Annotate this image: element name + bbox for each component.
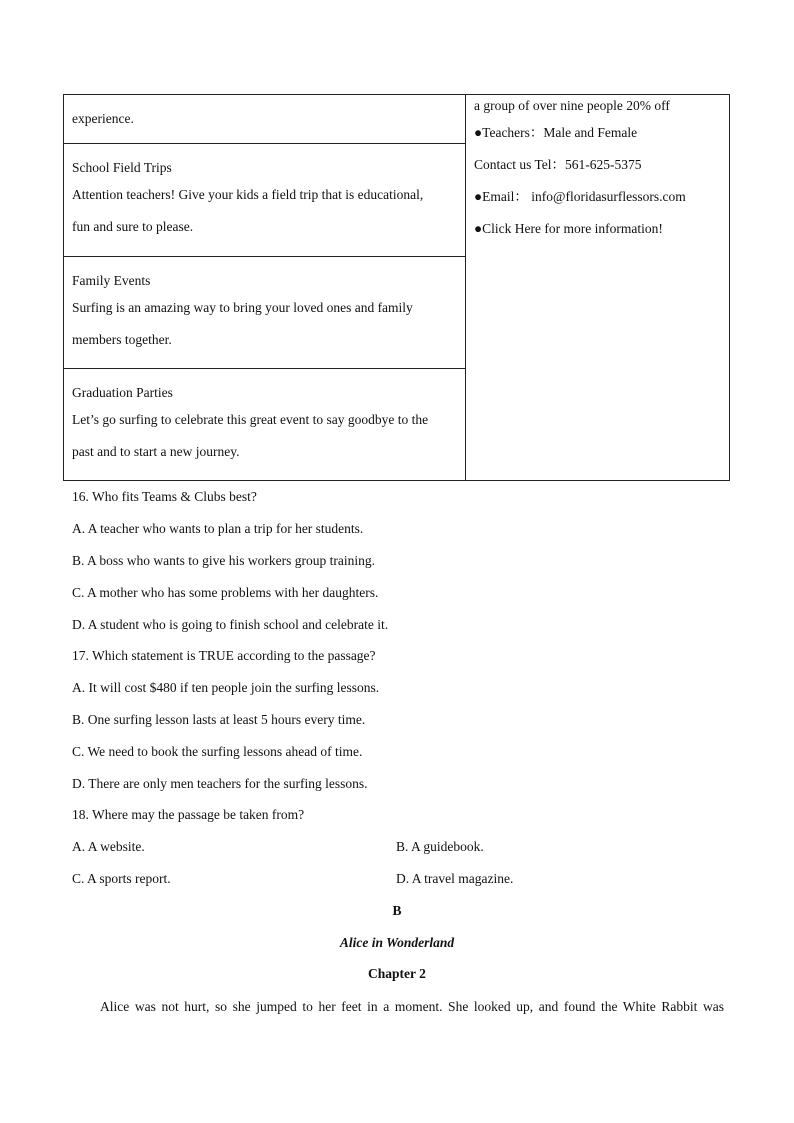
contact-info-cell: [466, 95, 730, 481]
section-letter: B: [392, 903, 402, 918]
contact-phone: Contact us Tel：561-625-5375: [474, 157, 642, 172]
chapter-heading: Chapter 2: [368, 966, 426, 981]
cell-heading: Graduation Parties: [72, 385, 173, 400]
cell-heading: School Field Trips: [72, 160, 172, 175]
table-cell-graduation-parties: Graduation Parties Let’s go surfing to celebrate this great event to say goodbye to the past and to start a new journey.: [64, 369, 466, 481]
question-17-option-b: B. One surfing lesson lasts at least 5 hours every time.: [72, 712, 366, 727]
question-17-stem: 17. Which statement is TRUE according to the passage?: [72, 648, 376, 663]
question-16-option-a: A. A teacher who wants to plan a trip for her students.: [72, 521, 364, 536]
question-16-option-d: D. A student who is going to finish school and celebrate it.: [72, 617, 389, 632]
table-cell-school-field-trips: School Field Trips Attention teachers! Give your kids a field trip that is educational, fun and sure to please.: [64, 144, 466, 257]
question-17-option-c: C. We need to book the surfing lessons ahead of time.: [72, 744, 363, 759]
question-16-stem: 16. Who fits Teams & Clubs best?: [72, 489, 257, 504]
question-16-option-c: C. A mother who has some problems with her daughters.: [72, 585, 379, 600]
contact-email: ●Email： info@floridasurflessors.com: [474, 189, 686, 204]
table-cell-experience: experience.: [64, 95, 466, 144]
question-18-stem: 18. Where may the passage be taken from?: [72, 807, 305, 822]
surf-info-table: [63, 94, 730, 481]
story-paragraph: Alice was not hurt, so she jumped to her feet in a moment. She looked up, and found the White Rabbit was: [100, 999, 724, 1014]
question-16-option-b: B. A boss who wants to give his workers group training.: [72, 553, 375, 568]
more-info-link[interactable]: ●Click Here for more information!: [474, 221, 663, 236]
question-18-option-d: D. A travel magazine.: [396, 871, 514, 886]
question-17-option-a: A. It will cost $480 if ten people join the surfing lessons.: [72, 680, 380, 695]
table-cell-family-events: Family Events Surfing is an amazing way to bring your loved ones and family members together.: [64, 257, 466, 369]
question-17-option-d: D. There are only men teachers for the surfing lessons.: [72, 776, 368, 791]
cell-heading: Family Events: [72, 273, 151, 288]
question-18-option-a: A. A website.: [72, 839, 145, 854]
question-18-option-c: C. A sports report.: [72, 871, 171, 886]
teachers-text: ●Teachers：Male and Female: [474, 125, 638, 140]
section-title: Alice in Wonderland: [339, 935, 455, 950]
discount-text: a group of over nine people 20% off: [474, 98, 670, 113]
question-18-option-b: B. A guidebook.: [396, 839, 484, 854]
